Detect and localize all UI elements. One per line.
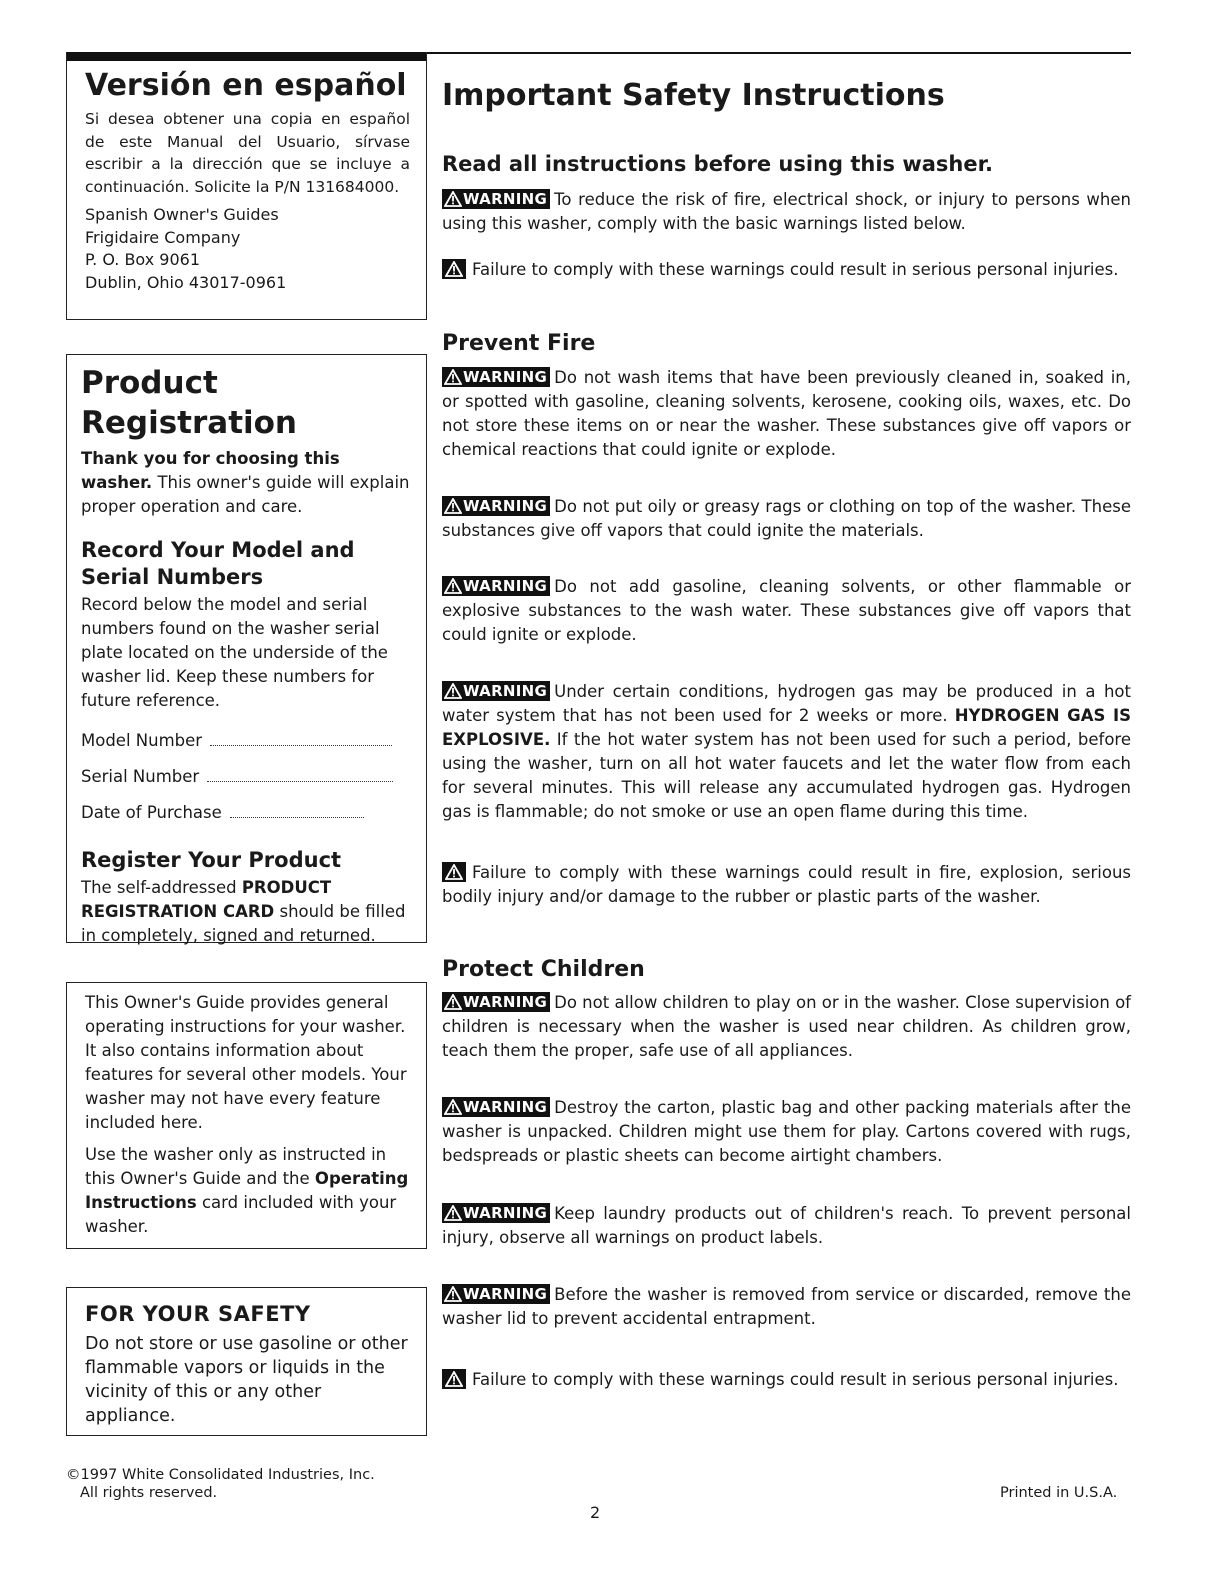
register-text-part: The self-addressed	[81, 878, 242, 897]
field-label: Model Number	[81, 731, 203, 750]
registration-title: Product Registration	[81, 365, 298, 441]
warning-label: WARNING	[463, 368, 548, 386]
alert-triangle-icon	[445, 261, 463, 277]
field-label: Serial Number	[81, 767, 200, 786]
alert-badge	[442, 259, 466, 279]
warning-text: If the hot water system has not been used for such a period, before using the washer, turn on all hot water faucets and let the water flow from each for several minutes. This will release any accumulated hydrogen gas. Hydrogen gas is flammable; do not smoke or use an open flame during this time.	[442, 730, 1131, 821]
protect-children-heading: Protect Children	[442, 957, 645, 982]
warning-text: To reduce the risk of fire, electrical shock, or injury to persons when using this washer, comply with the basic warnings listed below.	[442, 190, 1131, 233]
warning-block	[442, 1096, 1131, 1168]
alert-triangle-icon	[445, 1371, 463, 1387]
alert-block	[442, 861, 1131, 909]
warning-triangle-icon	[444, 369, 462, 385]
guide-text	[85, 1143, 410, 1239]
warning-block	[442, 366, 1131, 462]
safety-title: FOR YOUR SAFETY	[85, 1302, 311, 1326]
warning-text: Under certain conditions, hydrogen gas may be produced in a hot water system that has not been used for 2 weeks or more.	[442, 682, 1131, 725]
warning-badge	[442, 1097, 550, 1117]
printed-in: Printed in U.S.A.	[1000, 1485, 1118, 1501]
product-registration-box	[66, 354, 427, 943]
guide-text-bold: Operating Instructions	[85, 1169, 409, 1212]
lead-bold: Thank you for choosing this washer.	[81, 449, 340, 492]
warning-text: Destroy the carton, plastic bag and other packing materials after the washer is unpacked. Children might use them for play. Cartons covered with rugs, bedspreads or plastic sheets can become airtight chambers.	[442, 1098, 1131, 1165]
date-of-purchase-field	[81, 801, 412, 825]
safety-text: Do not store or use gasoline or other flammable vapors or liquids in the vicinity of this or any other appliance.	[85, 1334, 408, 1426]
address-line: Frigidaire Company	[85, 227, 241, 247]
spanish-address	[85, 204, 410, 294]
spanish-title: Versión en español	[85, 68, 407, 103]
warning-triangle-icon	[444, 683, 462, 699]
page-title: Important Safety Instructions	[442, 78, 945, 113]
warning-block	[442, 1283, 1131, 1331]
warning-badge	[442, 1203, 550, 1223]
warning-badge	[442, 992, 550, 1012]
lead-text: This owner's guide will explain proper operation and care.	[81, 473, 410, 516]
spanish-version-box	[66, 52, 427, 320]
warning-label: WARNING	[463, 1204, 548, 1222]
copyright-notice	[66, 1466, 375, 1502]
alert-text: Failure to comply with these warnings could result in fire, explosion, serious bodily injury and/or damage to the rubber or plastic parts of the washer.	[442, 863, 1131, 906]
warning-text: Do not allow children to play on or in the washer. Close supervision of children is necessary when the washer is used near children. As children grow, teach them the proper, safe use of all appliances.	[442, 993, 1131, 1060]
warning-badge	[442, 496, 550, 516]
warning-triangle-icon	[444, 1099, 462, 1115]
warning-block	[442, 575, 1131, 647]
guide-text-part: Use the washer only as instructed in this Owner's Guide and the	[85, 1145, 387, 1188]
warning-label: WARNING	[463, 1285, 548, 1303]
page-number: 2	[590, 1503, 601, 1522]
read-instructions-heading: Read all instructions before using this washer.	[442, 152, 993, 176]
warning-block	[442, 680, 1131, 824]
register-text	[81, 876, 412, 948]
warning-triangle-icon	[444, 578, 462, 594]
warning-text-bold: HYDROGEN GAS IS EXPLOSIVE.	[442, 706, 1131, 749]
model-number-field	[81, 729, 412, 753]
warning-label: WARNING	[463, 682, 548, 700]
warning-block	[442, 991, 1131, 1063]
top-rule-right	[426, 52, 1131, 54]
field-label: Date of Purchase	[81, 803, 222, 822]
warning-label: WARNING	[463, 993, 548, 1011]
warning-triangle-icon	[444, 1286, 462, 1302]
warning-badge	[442, 1284, 550, 1304]
warning-triangle-icon	[444, 1205, 462, 1221]
register-heading: Register Your Product	[81, 848, 342, 872]
alert-badge	[442, 862, 466, 882]
warning-text: Before the washer is removed from service or discarded, remove the washer lid to prevent accidental entrapment.	[442, 1285, 1131, 1328]
guide-info-box	[66, 982, 427, 1249]
field-blank	[230, 803, 364, 818]
alert-block	[442, 258, 1131, 282]
guide-text: This Owner's Guide provides general operating instructions for your washer. It also contains information about features for several other models. Your washer may not have every feature included here.	[85, 993, 407, 1132]
warning-text: Keep laundry products out of children's reach. To prevent personal injury, observe all warnings on product labels.	[442, 1204, 1131, 1247]
field-blank	[207, 767, 393, 782]
alert-text: Failure to comply with these warnings could result in serious personal injuries.	[472, 260, 1119, 279]
warning-block	[442, 495, 1131, 543]
warning-triangle-icon	[444, 191, 462, 207]
serial-number-field	[81, 765, 412, 789]
prevent-fire-heading: Prevent Fire	[442, 331, 596, 356]
field-blank	[210, 731, 392, 746]
for-your-safety-box	[66, 1287, 427, 1436]
warning-text: Do not wash items that have been previously cleaned in, soaked in, or spotted with gasoline, cleaning solvents, kerosene, cooking oils, waxes, etc. Do not store these items on or near the washer. These substances give off vapors or chemical reactions that could ignite or explode.	[442, 368, 1131, 459]
warning-block	[442, 188, 1131, 236]
warning-badge	[442, 367, 550, 387]
warning-badge	[442, 681, 550, 701]
warning-label: WARNING	[463, 577, 548, 595]
warning-label: WARNING	[463, 190, 548, 208]
register-text-part: should be filled in completely, signed and returned.	[81, 902, 406, 945]
alert-badge	[442, 1369, 466, 1389]
rights-line: All rights reserved.	[80, 1485, 218, 1501]
record-text: Record below the model and serial numbers found on the washer serial plate located on the underside of the washer lid. Keep these numbers for future reference.	[81, 595, 388, 710]
registration-lead	[81, 447, 412, 519]
register-text-bold: PRODUCT REGISTRATION CARD	[81, 878, 332, 921]
copyright-line: ©1997 White Consolidated Industries, Inc.	[66, 1467, 375, 1483]
address-line: P. O. Box 9061	[85, 250, 200, 269]
address-line: Dublin, Ohio 43017-0961	[85, 272, 287, 292]
warning-badge	[442, 576, 550, 596]
spanish-text: Si desea obtener una copia en español de este Manual del Usuario, sírvase escribir a la dirección que se incluye a continuación. Solicite la P/N 131684000.	[85, 110, 410, 196]
warning-triangle-icon	[444, 498, 462, 514]
alert-triangle-icon	[445, 864, 463, 880]
alert-block	[442, 1368, 1131, 1392]
warning-label: WARNING	[463, 497, 548, 515]
alert-text: Failure to comply with these warnings could result in serious personal injuries.	[472, 1370, 1119, 1389]
warning-text: Do not put oily or greasy rags or clothing on top of the washer. These substances give off vapors that could ignite the materials.	[442, 497, 1131, 540]
warning-label: WARNING	[463, 1098, 548, 1116]
warning-badge	[442, 189, 550, 209]
guide-text-part: card included with your washer.	[85, 1193, 397, 1236]
address-line: Spanish Owner's Guides	[85, 205, 279, 224]
warning-block	[442, 1202, 1131, 1250]
warning-text: Do not add gasoline, cleaning solvents, or other flammable or explosive substances to the wash water. These substances give off vapors that could ignite or explode.	[442, 577, 1131, 644]
record-heading: Record Your Model and Serial Numbers	[81, 538, 355, 589]
warning-triangle-icon	[444, 994, 462, 1010]
